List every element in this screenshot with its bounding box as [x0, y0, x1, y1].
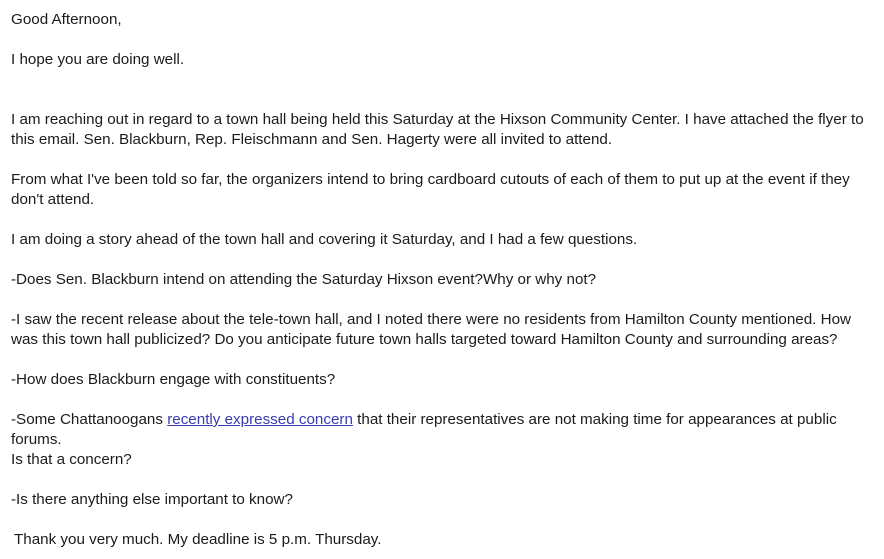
question-concern-followup: Is that a concern?	[11, 451, 132, 468]
email-purpose-line: I am doing a story ahead of the town hall and covering it Saturday, and I had a few questions.	[11, 231, 638, 248]
question-tele-town-hall: -I saw the recent release about the tele-town hall, and I noted there were no residents from Hamilton County mentioned. How was this town hall publicized? Do you anticipate future town halls targeted toward Hamilton County and surrounding areas?	[11, 311, 851, 348]
email-intro-paragraph: I am reaching out in regard to a town hall being held this Saturday at the Hixson Community Center. I have attached the flyer to this email. Sen. Blackburn, Rep. Fleischmann and Sen. Hagerty were all invited to attend.	[11, 111, 864, 148]
email-closing: Thank you very much. My deadline is 5 p.m. Thursday.	[14, 531, 382, 548]
question-concern-before: -Some Chattanoogans	[11, 411, 168, 428]
email-greeting: Good Afternoon,	[11, 11, 122, 28]
question-concern-after: that their representatives are not making time for appearances at public forums.	[11, 411, 837, 448]
email-context-paragraph: From what I've been told so far, the organizers intend to bring cardboard cutouts of each of them to put up at the event if they don't attend.	[11, 171, 850, 208]
email-wellness-line: I hope you are doing well.	[11, 51, 185, 68]
question-engagement: -How does Blackburn engage with constituents?	[11, 371, 336, 388]
recently-expressed-concern-link[interactable]: recently expressed concern	[167, 411, 353, 428]
question-anything-else: -Is there anything else important to know?	[11, 491, 293, 508]
question-concern	[11, 410, 875, 450]
question-attendance: -Does Sen. Blackburn intend on attending the Saturday Hixson event?Why or why not?	[11, 271, 597, 288]
